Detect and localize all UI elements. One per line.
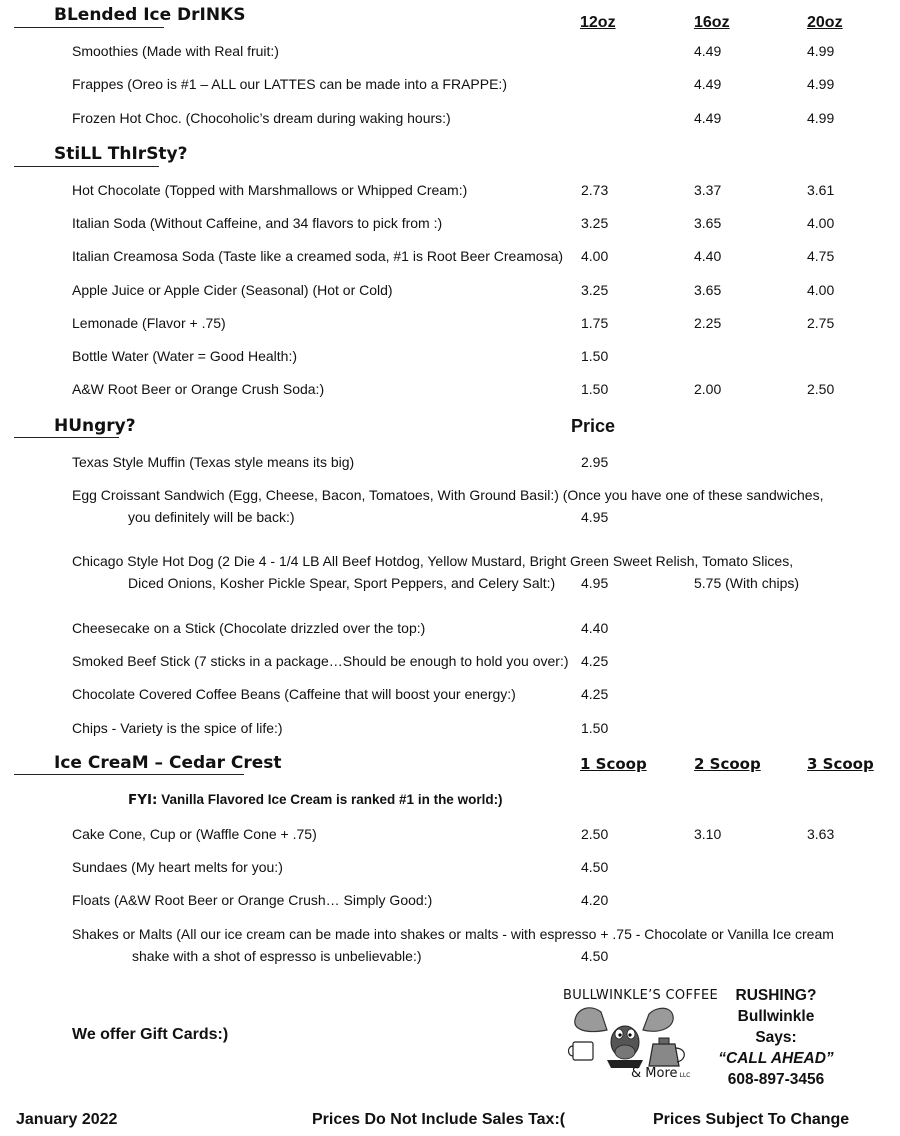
price-12oz: 1.75 xyxy=(581,315,609,331)
menu-item-name: Chips - Variety is the spice of life:) xyxy=(72,720,283,736)
column-header-2-scoop: 2 Scoop xyxy=(694,755,761,773)
menu-item-name: Lemonade (Flavor + .75) xyxy=(72,315,226,331)
price-16oz: 3.37 xyxy=(694,182,722,198)
section-title-thirsty: StiLL ThIrSty? xyxy=(54,144,188,164)
price-12oz: 1.50 xyxy=(581,381,609,397)
price-20oz: 4.75 xyxy=(807,248,835,264)
gift-cards-note: We offer Gift Cards:) xyxy=(72,1026,229,1043)
section-rule xyxy=(14,437,119,438)
menu-item-name: Hot Chocolate (Topped with Marshmallows or Whipped Cream:) xyxy=(72,182,468,198)
price: 4.25 xyxy=(581,686,609,702)
price-20oz: 4.99 xyxy=(807,76,835,92)
section-rule xyxy=(14,774,244,775)
price-12oz: 4.00 xyxy=(581,248,609,264)
price-16oz: 3.65 xyxy=(694,282,722,298)
logo-llc: LLC xyxy=(679,1072,691,1079)
rushing-line: RUSHING? xyxy=(735,987,817,1004)
logo-bottom-text xyxy=(631,1066,690,1081)
menu-item-name: Chocolate Covered Coffee Beans (Caffeine that will boost your energy:) xyxy=(72,686,516,702)
fyi-text: Vanilla Flavored Ice Cream is ranked #1 in the world:) xyxy=(161,792,503,807)
price-20oz: 2.50 xyxy=(807,381,835,397)
section-rule xyxy=(14,166,159,167)
price-20oz: 3.61 xyxy=(807,182,835,198)
footer-tax-note: Prices Do Not Include Sales Tax:( xyxy=(312,1111,566,1128)
menu-item-name: Apple Juice or Apple Cider (Seasonal) (Hot or Cold) xyxy=(72,282,393,298)
price-3-scoop: 3.63 xyxy=(807,826,835,842)
price-16oz: 2.00 xyxy=(694,381,722,397)
footer-price-change-note: Prices Subject To Change xyxy=(653,1111,850,1128)
column-header-20oz: 20oz xyxy=(807,14,843,31)
column-header-price: Price xyxy=(571,416,616,436)
price: 4.95 xyxy=(581,575,609,591)
menu-item-name: Egg Croissant Sandwich (Egg, Cheese, Bacon, Tomatoes, With Ground Basil:) (Once you have one of these sandwiches, xyxy=(72,487,824,503)
section-title-hungry: HUngry? xyxy=(54,416,136,436)
menu-item-name: Smoothies (Made with Real fruit:) xyxy=(72,43,279,59)
menu-item-description: shake with a shot of espresso is unbelievable:) xyxy=(132,948,422,964)
menu-item-name: Floats (A&W Root Beer or Orange Crush… Simply Good:) xyxy=(72,892,433,908)
menu-item-name: Cheesecake on a Stick (Chocolate drizzled over the top:) xyxy=(72,620,426,636)
logo-more: & More xyxy=(631,1066,678,1081)
menu-item-name: A&W Root Beer or Orange Crush Soda:) xyxy=(72,381,325,397)
call-ahead-line: “CALL AHEAD” xyxy=(718,1050,834,1067)
price-12oz: 2.73 xyxy=(581,182,609,198)
fyi-label: FYI: xyxy=(128,792,158,808)
price-1-scoop: 4.20 xyxy=(581,892,609,908)
price-1-scoop: 4.50 xyxy=(581,859,609,875)
menu-item-name: Frozen Hot Choc. (Chocoholic’s dream during waking hours:) xyxy=(72,110,451,126)
menu-item-name: Cake Cone, Cup or (Waffle Cone + .75) xyxy=(72,826,317,842)
price-16oz: 2.25 xyxy=(694,315,722,331)
price: 4.25 xyxy=(581,653,609,669)
price-20oz: 4.00 xyxy=(807,282,835,298)
price-16oz: 4.40 xyxy=(694,248,722,264)
column-header-1-scoop: 1 Scoop xyxy=(580,755,647,773)
menu-item-description: Diced Onions, Kosher Pickle Spear, Sport Peppers, and Celery Salt:) xyxy=(128,575,556,591)
phone-number: 608-897-3456 xyxy=(727,1071,825,1088)
price-20oz: 4.00 xyxy=(807,215,835,231)
price-2-scoop: 3.10 xyxy=(694,826,722,842)
menu-item-name: Chicago Style Hot Dog (2 Die 4 - 1/4 LB All Beef Hotdog, Yellow Mustard, Bright Green Sweet Relish, Tomato Slices, xyxy=(72,553,794,569)
price-1-scoop: 2.50 xyxy=(581,826,609,842)
price-16oz: 4.49 xyxy=(694,110,722,126)
menu-item-name: Texas Style Muffin (Texas style means its big) xyxy=(72,454,355,470)
column-header-16oz: 16oz xyxy=(694,14,730,31)
menu-item-name: Bottle Water (Water = Good Health:) xyxy=(72,348,297,364)
price: 2.95 xyxy=(581,454,609,470)
fyi-note xyxy=(128,792,503,808)
menu-item-name: Smoked Beef Stick (7 sticks in a package…Should be enough to hold you over:) xyxy=(72,653,569,669)
menu-item-name: Italian Soda (Without Caffeine, and 34 flavors to pick from :) xyxy=(72,215,443,231)
call-ahead-block xyxy=(716,985,836,1090)
column-header-3-scoop: 3 Scoop xyxy=(807,755,874,773)
price: 1.50 xyxy=(581,720,609,736)
price-1-scoop: 4.50 xyxy=(581,948,609,964)
says-line: Says: xyxy=(755,1029,797,1046)
bullwinkle-line: Bullwinkle xyxy=(737,1008,815,1025)
price: 4.40 xyxy=(581,620,609,636)
column-header-12oz: 12oz xyxy=(580,14,616,31)
price-20oz: 2.75 xyxy=(807,315,835,331)
section-rule xyxy=(14,27,164,28)
price-12oz: 1.50 xyxy=(581,348,609,364)
price-12oz: 3.25 xyxy=(581,282,609,298)
menu-item-name: Frappes (Oreo is #1 – ALL our LATTES can be made into a FRAPPE:) xyxy=(72,76,507,92)
menu-item-name: Sundaes (My heart melts for you:) xyxy=(72,859,283,875)
price: 4.95 xyxy=(581,509,609,525)
price-16oz: 3.65 xyxy=(694,215,722,231)
price-16oz: 4.49 xyxy=(694,43,722,59)
footer-date: January 2022 xyxy=(16,1111,118,1128)
price-20oz: 4.99 xyxy=(807,110,835,126)
section-title-ice-cream: Ice CreaM – Cedar Crest xyxy=(54,753,282,773)
price-12oz: 3.25 xyxy=(581,215,609,231)
price-20oz: 4.99 xyxy=(807,43,835,59)
price-16oz: 4.49 xyxy=(694,76,722,92)
section-title-blended: BLended Ice DrINKS xyxy=(54,5,246,25)
logo-top-text: BULLWINKLE’S COFFEE xyxy=(563,988,719,1003)
menu-item-description: you definitely will be back:) xyxy=(128,509,295,525)
price-with-chips: 5.75 (With chips) xyxy=(694,575,800,591)
menu-item-name: Italian Creamosa Soda (Taste like a creamed soda, #1 is Root Beer Creamosa) xyxy=(72,248,564,264)
menu-item-name: Shakes or Malts (All our ice cream can be made into shakes or malts - with espresso + .75 - Chocolate or Vanilla Ice cream xyxy=(72,926,834,942)
